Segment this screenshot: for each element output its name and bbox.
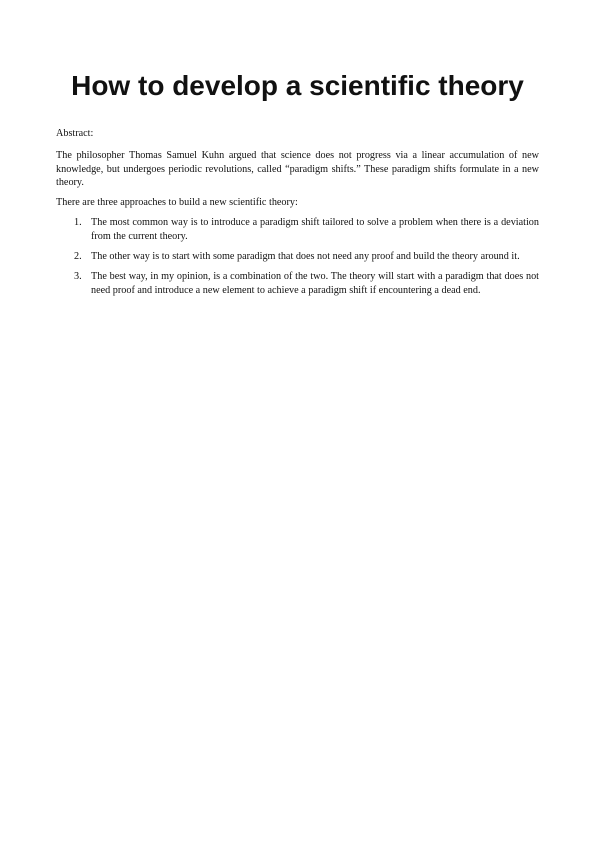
abstract-paragraph: The philosopher Thomas Samuel Kuhn argued that science does not progress via a linear accumulation of new knowledge, but undergoes periodic revolutions, called “paradigm shifts.” These paradigm shifts formulate in a new theory. xyxy=(56,150,539,188)
list-item-text: The other way is to start with some paradigm that does not need any proof and build the theory around it. xyxy=(91,251,520,263)
list-item xyxy=(74,216,539,243)
approaches-intro: There are three approaches to build a new scientific theory: xyxy=(56,197,298,209)
list-item-number: 2. xyxy=(74,251,82,263)
list-item-text: The best way, in my opinion, is a combination of the two. The theory will start with a paradigm that does not need proof and introduce a new element to achieve a paradigm shift if encountering a dead end. xyxy=(91,271,539,296)
list-item xyxy=(74,250,539,263)
abstract-label: Abstract: xyxy=(56,128,94,139)
list-item-number: 1. xyxy=(74,217,82,229)
list-item xyxy=(74,270,539,297)
approaches-list xyxy=(56,216,539,296)
page-title: How to develop a scientific theory xyxy=(71,70,524,101)
list-item-number: 3. xyxy=(74,271,82,283)
list-item-text: The most common way is to introduce a paradigm shift tailored to solve a problem when there is a deviation from the current theory. xyxy=(91,217,539,242)
document-body xyxy=(56,127,539,304)
